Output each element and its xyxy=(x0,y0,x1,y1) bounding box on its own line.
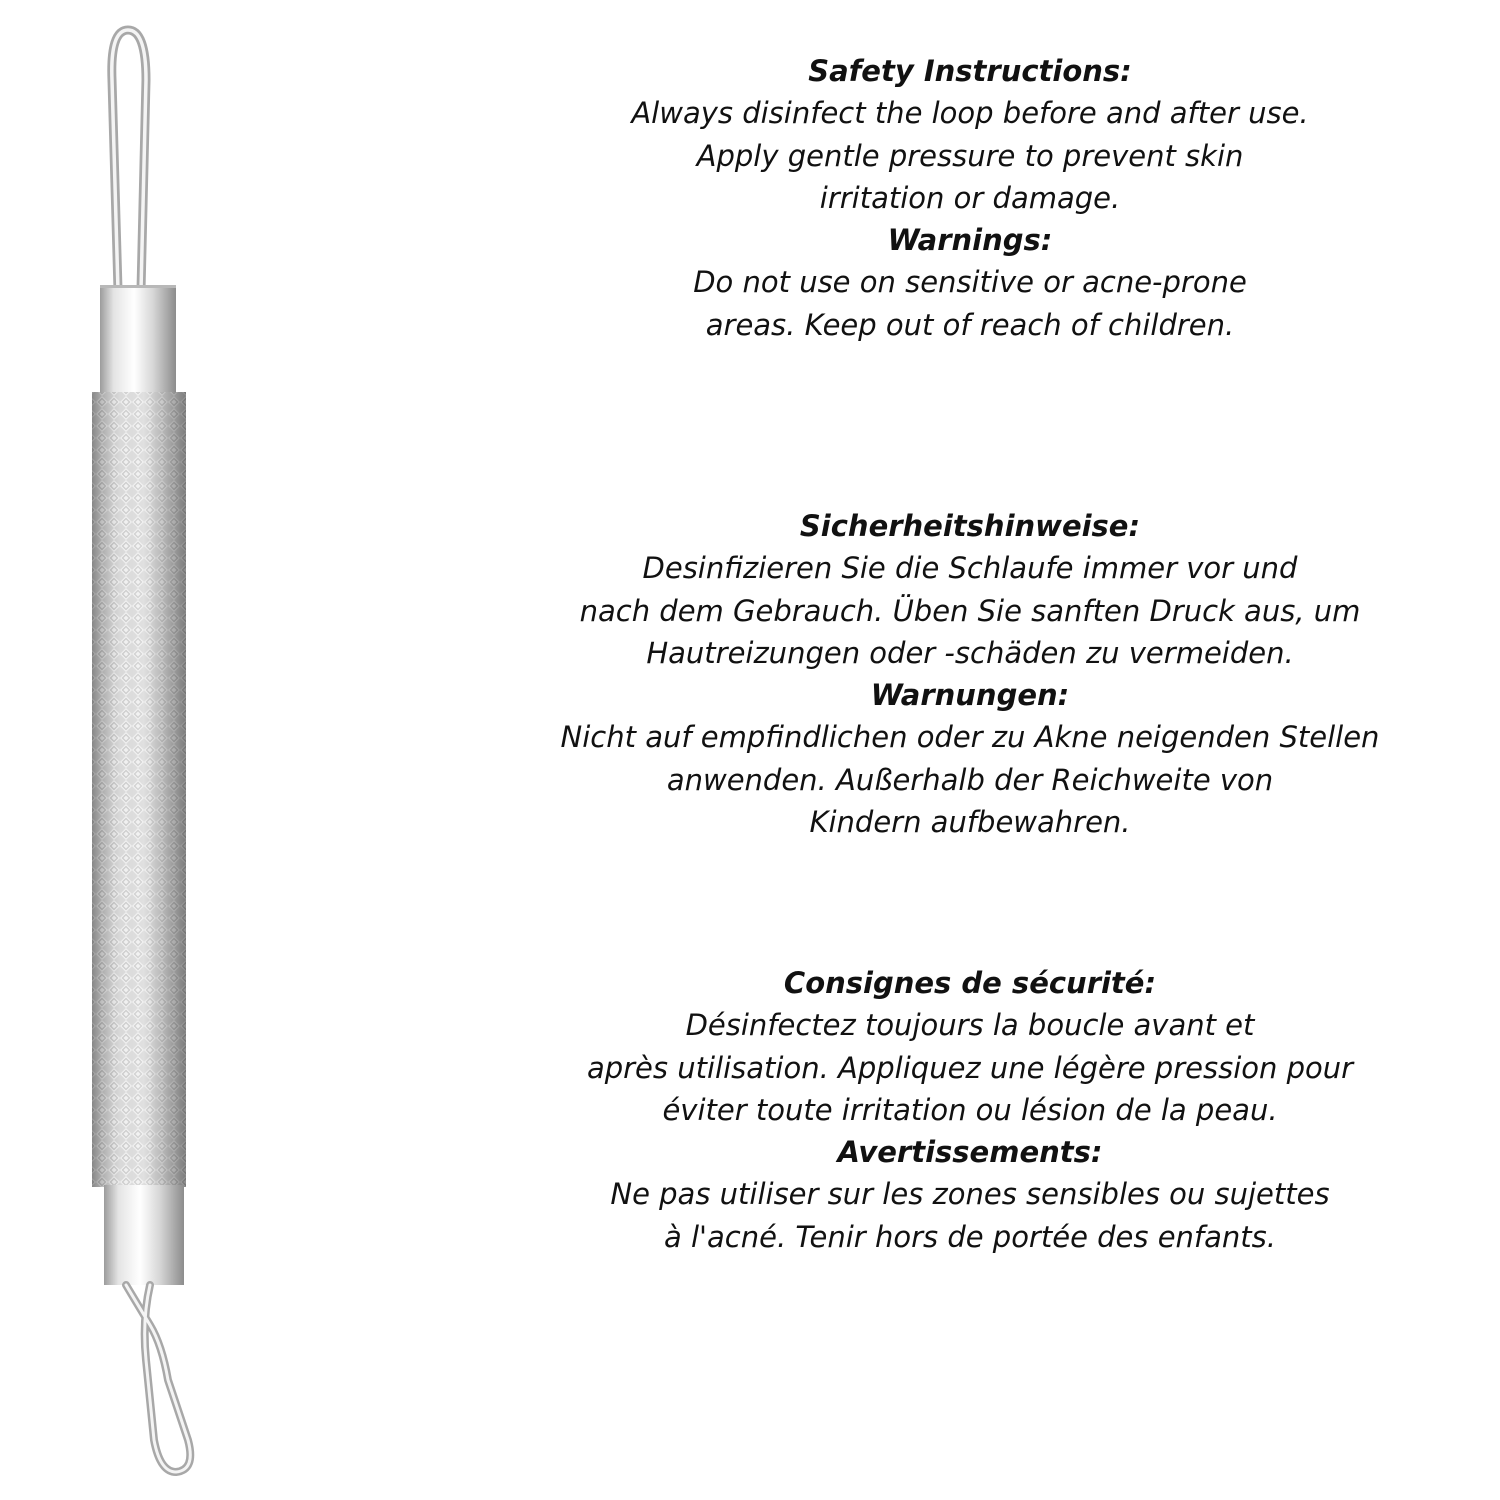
safety-line: Apply gentle pressure to prevent skin xyxy=(696,138,1244,173)
safety-line: irritation or damage. xyxy=(819,180,1121,215)
warnings-heading: Warnungen: xyxy=(870,678,1070,713)
warnings-line: anwenden. Außerhalb der Reichweite von xyxy=(666,762,1274,797)
safety-heading: Safety Instructions: xyxy=(808,54,1132,88)
safety-line: nach dem Gebrauch. Üben Sie sanften Druck aus, um xyxy=(579,593,1361,628)
warnings-line: Kindern aufbewahren. xyxy=(809,805,1131,840)
safety-line: Hautreizungen oder -schäden zu vermeiden. xyxy=(646,635,1294,670)
warnings-line: areas. Keep out of reach of children. xyxy=(705,307,1235,342)
warnings-line: Nicht auf empfindlichen oder zu Akne neigenden Stellen xyxy=(560,720,1380,755)
bottom-collar xyxy=(104,1185,184,1285)
bottom-loop xyxy=(126,1285,190,1472)
safety-heading: Sicherheitshinweise: xyxy=(799,509,1141,543)
safety-line: Desinfizieren Sie die Schlaufe immer vor und xyxy=(642,551,1298,586)
warnings-line: Do not use on sensitive or acne-prone xyxy=(693,265,1247,300)
warnings-heading: Warnings: xyxy=(887,223,1053,258)
english-instructions xyxy=(520,50,1420,346)
safety-line: après utilisation. Appliquez une légère pression pour xyxy=(586,1050,1354,1085)
warnings-line: à l'acné. Tenir hors de portée des enfants. xyxy=(664,1219,1276,1254)
german-instructions xyxy=(520,505,1420,843)
safety-line: Désinfectez toujours la boucle avant et xyxy=(685,1008,1255,1043)
safety-heading: Consignes de sécurité: xyxy=(783,966,1157,1000)
warnings-line: Ne pas utiliser sur les zones sensibles ou sujettes xyxy=(610,1177,1330,1212)
french-instructions xyxy=(520,962,1420,1258)
safety-line: Always disinfect the loop before and after use. xyxy=(631,96,1309,131)
safety-line: éviter toute irritation ou lésion de la peau. xyxy=(662,1092,1278,1127)
extractor-tool-illustration xyxy=(0,0,300,1500)
top-collar xyxy=(100,285,176,395)
warnings-heading: Avertissements: xyxy=(837,1135,1103,1170)
